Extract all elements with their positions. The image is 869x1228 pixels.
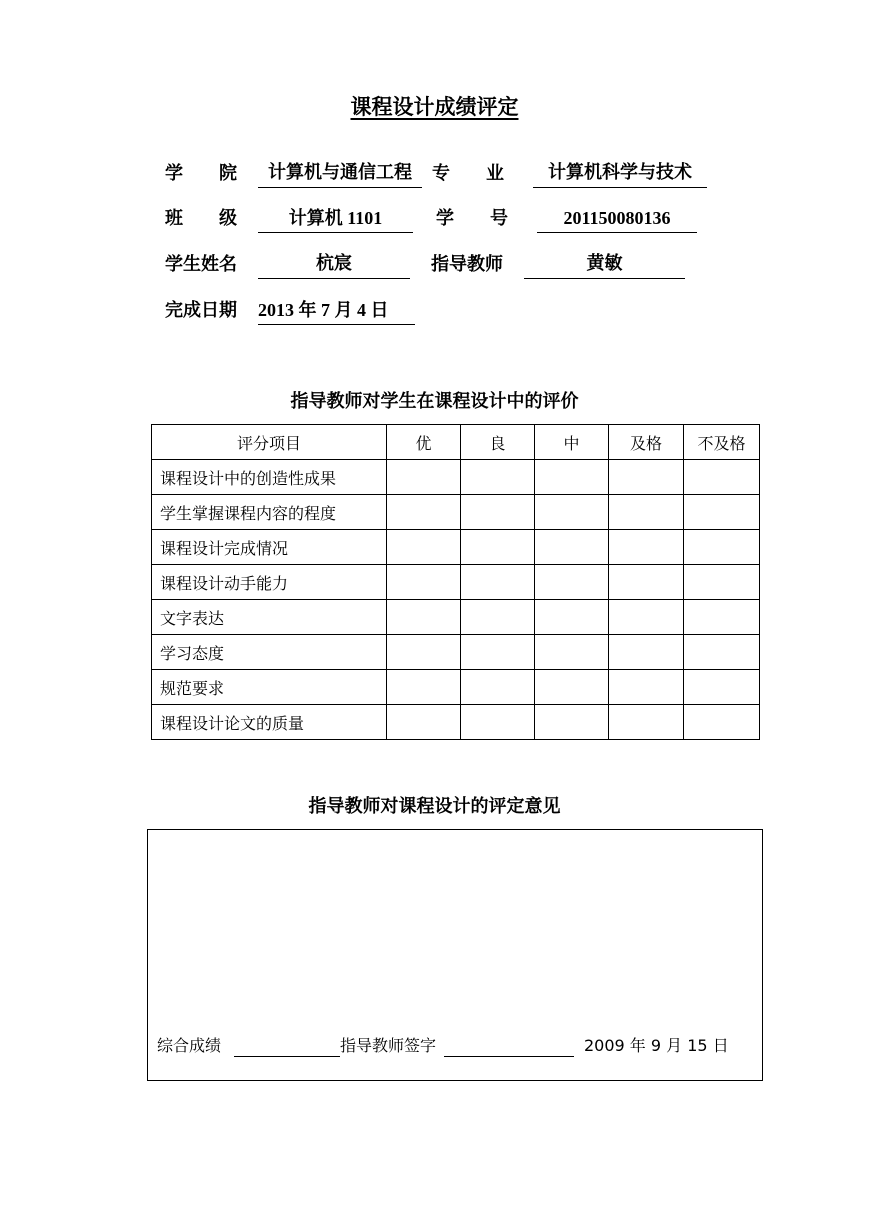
item-label: 文字表达 <box>152 600 387 635</box>
grade-cell-excellent[interactable] <box>387 460 461 495</box>
class-label: 班 级 <box>165 208 237 229</box>
item-label: 课程设计中的创造性成果 <box>152 460 387 495</box>
college-value[interactable]: 计算机与通信工程 <box>258 159 422 188</box>
item-label: 学生掌握课程内容的程度 <box>152 495 387 530</box>
date-label: 完成日期 <box>165 300 237 321</box>
grade-cell-medium[interactable] <box>535 460 609 495</box>
grade-cell-fail[interactable] <box>684 530 760 565</box>
grade-cell-medium[interactable] <box>535 530 609 565</box>
grade-cell-medium[interactable] <box>535 600 609 635</box>
header-good: 良 <box>461 425 535 460</box>
grade-cell-excellent[interactable] <box>387 495 461 530</box>
table-row <box>152 530 760 565</box>
header-excellent: 优 <box>387 425 461 460</box>
comment-date: 2009 年 9 月 15 日 <box>584 1036 729 1055</box>
header-medium: 中 <box>535 425 609 460</box>
student-id-value[interactable]: 201150080136 <box>537 204 697 233</box>
evaluation-table <box>151 424 760 740</box>
grade-cell-fail[interactable] <box>684 670 760 705</box>
comments-title: 指导教师对课程设计的评定意见 <box>308 796 561 817</box>
table-row <box>152 600 760 635</box>
grade-cell-medium[interactable] <box>535 565 609 600</box>
item-label: 学习态度 <box>152 635 387 670</box>
signature-field[interactable] <box>444 1034 574 1057</box>
student-name-label: 学生姓名 <box>165 254 237 275</box>
grade-cell-pass[interactable] <box>609 670 684 705</box>
grade-cell-medium[interactable] <box>535 495 609 530</box>
grade-cell-good[interactable] <box>461 670 535 705</box>
student-id-label: 学 号 <box>436 208 508 229</box>
table-row <box>152 635 760 670</box>
grade-cell-medium[interactable] <box>535 635 609 670</box>
grade-cell-medium[interactable] <box>535 705 609 740</box>
class-value[interactable]: 计算机 1101 <box>258 204 413 233</box>
grade-cell-fail[interactable] <box>684 495 760 530</box>
grade-cell-pass[interactable] <box>609 460 684 495</box>
item-label: 课程设计动手能力 <box>152 565 387 600</box>
grade-cell-medium[interactable] <box>535 670 609 705</box>
student-name-value[interactable]: 杭宸 <box>258 250 410 279</box>
teacher-value[interactable]: 黄敏 <box>524 250 685 279</box>
grade-cell-pass[interactable] <box>609 705 684 740</box>
grade-cell-excellent[interactable] <box>387 705 461 740</box>
item-label: 规范要求 <box>152 670 387 705</box>
grade-cell-fail[interactable] <box>684 565 760 600</box>
item-label: 课程设计完成情况 <box>152 530 387 565</box>
table-row <box>152 495 760 530</box>
date-value[interactable]: 2013 年 7 月 4 日 <box>258 296 415 325</box>
table-header-row <box>152 425 760 460</box>
grade-cell-excellent[interactable] <box>387 565 461 600</box>
grade-cell-good[interactable] <box>461 600 535 635</box>
grade-cell-good[interactable] <box>461 495 535 530</box>
grade-cell-pass[interactable] <box>609 495 684 530</box>
overall-grade-field[interactable] <box>234 1034 340 1057</box>
college-label: 学 院 <box>165 163 237 184</box>
table-row <box>152 565 760 600</box>
item-label: 课程设计论文的质量 <box>152 705 387 740</box>
grade-cell-excellent[interactable] <box>387 530 461 565</box>
header-fail: 不及格 <box>684 425 760 460</box>
grade-cell-good[interactable] <box>461 635 535 670</box>
grade-cell-excellent[interactable] <box>387 600 461 635</box>
page-title-text: 课程设计成绩评定 <box>350 95 519 119</box>
evaluation-title: 指导教师对学生在课程设计中的评价 <box>290 391 579 412</box>
grade-cell-fail[interactable] <box>684 705 760 740</box>
header-item: 评分项目 <box>152 425 387 460</box>
grade-cell-fail[interactable] <box>684 635 760 670</box>
grade-cell-excellent[interactable] <box>387 635 461 670</box>
grade-cell-good[interactable] <box>461 530 535 565</box>
grade-cell-good[interactable] <box>461 460 535 495</box>
header-pass: 及格 <box>609 425 684 460</box>
table-row <box>152 670 760 705</box>
grade-cell-excellent[interactable] <box>387 670 461 705</box>
grade-cell-pass[interactable] <box>609 530 684 565</box>
grade-cell-pass[interactable] <box>609 635 684 670</box>
grade-cell-good[interactable] <box>461 705 535 740</box>
major-label: 专 业 <box>432 163 504 184</box>
signature-label: 指导教师签字 <box>340 1036 437 1055</box>
grade-cell-pass[interactable] <box>609 565 684 600</box>
major-value[interactable]: 计算机科学与技术 <box>533 159 707 188</box>
grade-cell-good[interactable] <box>461 565 535 600</box>
page-title <box>0 92 869 122</box>
table-row <box>152 460 760 495</box>
grade-cell-fail[interactable] <box>684 600 760 635</box>
table-row <box>152 705 760 740</box>
overall-grade-label: 综合成绩 <box>157 1036 222 1055</box>
teacher-label: 指导教师 <box>431 254 503 275</box>
grade-cell-fail[interactable] <box>684 460 760 495</box>
grade-cell-pass[interactable] <box>609 600 684 635</box>
